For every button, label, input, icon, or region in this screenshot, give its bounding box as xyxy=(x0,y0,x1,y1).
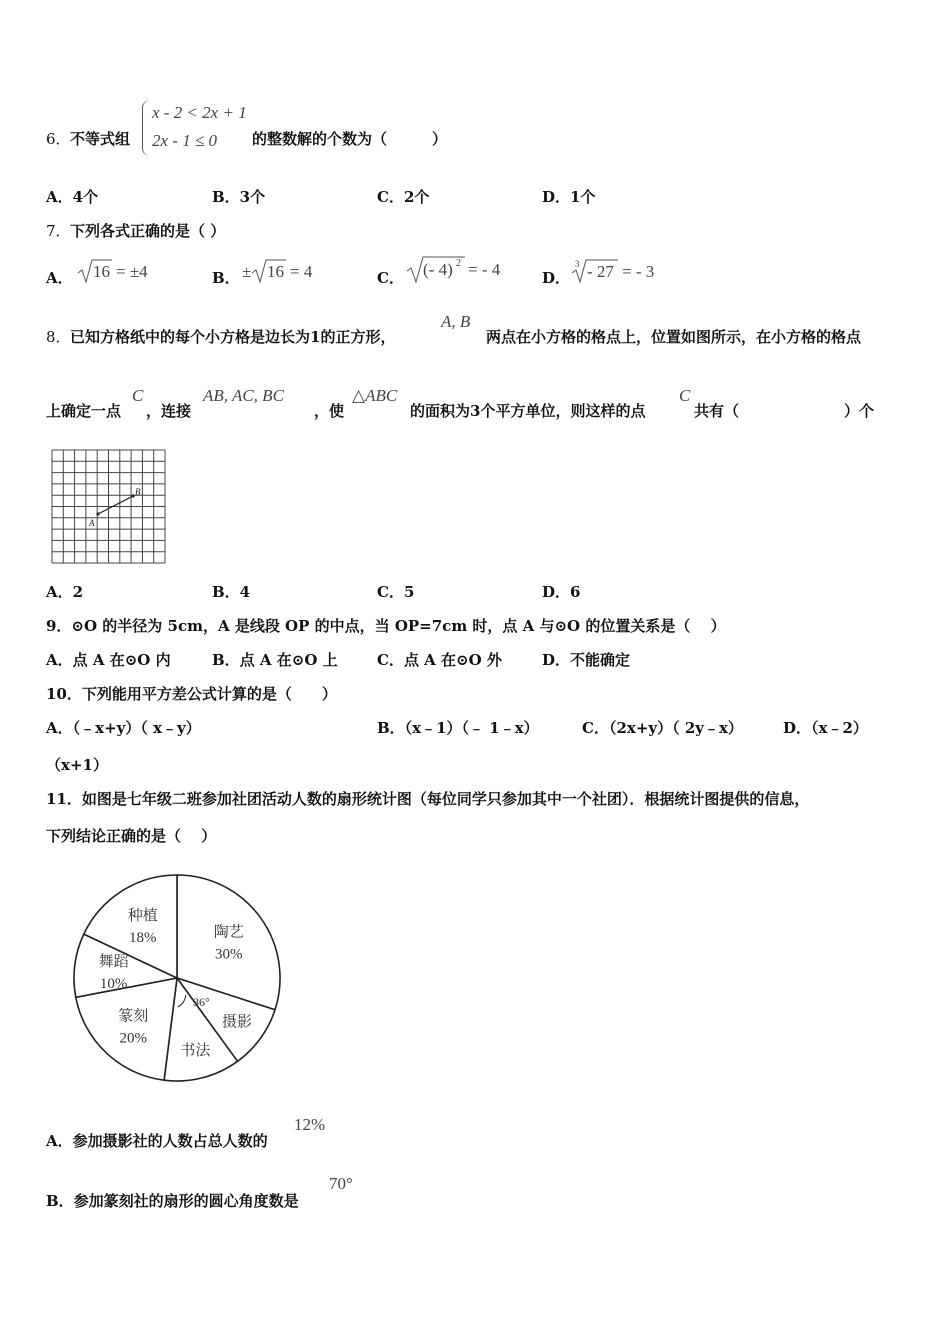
grid-label-a: A xyxy=(89,518,95,528)
q8-triangle: △ABC xyxy=(352,386,398,405)
q6-tail: 的整数解的个数为（ ） xyxy=(252,130,448,148)
q7-c-exponent: 2 xyxy=(456,258,461,269)
q8-number: 8． xyxy=(46,328,71,346)
q8-line2d: 的面积为3个平方单位，则这样的点 xyxy=(410,402,646,420)
segment-ab xyxy=(98,496,133,514)
q6-inequality-2: 2x - 1 ≤ 0 xyxy=(152,131,218,150)
q7-option-b-expr xyxy=(240,256,330,286)
q7-a-radicand: 16 xyxy=(93,262,110,281)
q11-option-a: A．参加摄影社的人数占总人数的 xyxy=(46,1132,268,1150)
q7-b-radicand: 16 xyxy=(267,262,284,281)
q7-option-d-expr xyxy=(570,256,670,286)
q9-stem: 9．⊙O 的半径为 5cm，A 是线段 OP 的中点，当 OP=7cm 时，点 A 与⊙O 的位置关系是（ ） xyxy=(46,617,726,635)
pie-label-name-3: 篆刻 xyxy=(118,1008,149,1025)
q8-point-c: C xyxy=(132,386,144,405)
q7-label-d: D． xyxy=(542,269,571,287)
q11-line1: 11．如图是七年级二班参加社团活动人数的扇形统计图（每位同学只参加其中一个社团）．根据统计图提供的信息， xyxy=(46,790,810,808)
q7-d-radicand: - 27 xyxy=(587,262,614,281)
q6-inequality-1: x - 2 < 2x + 1 xyxy=(152,103,247,122)
q7-label-b: B． xyxy=(212,269,240,287)
pie-label-value-5: 18% xyxy=(129,930,157,947)
q8-point-c2: C xyxy=(679,386,691,405)
q7-b-pm: ± xyxy=(242,262,252,281)
q9-option-b: B．点 A 在⊙O 上 xyxy=(212,651,338,669)
q7-label-a: A． xyxy=(46,269,73,287)
q7-label-c: C． xyxy=(377,269,404,287)
q10-option-a: A．（﹣x+y）（ x﹣y） xyxy=(46,719,201,737)
point-a xyxy=(96,512,99,515)
q7-a-rest: = ±4 xyxy=(116,262,148,281)
q10-option-d: D．（x﹣2） xyxy=(783,719,868,737)
grid-label-b: B xyxy=(135,487,141,497)
q11-option-b-value: 70° xyxy=(329,1174,353,1193)
q8-line1b: 两点在小方格的格点上，位置如图所示，在小方格的格点 xyxy=(486,328,862,346)
q7-d-index: 3 xyxy=(575,259,580,269)
q7-option-a-expr xyxy=(76,256,166,286)
q6-option-b: B．3个 xyxy=(212,188,266,206)
q8-line2b: ，连接 xyxy=(146,402,192,420)
q8-option-b: B．4 xyxy=(212,583,251,601)
pie-label-value-0: 30% xyxy=(214,946,243,963)
q9-option-d: D．不能确定 xyxy=(542,651,631,669)
q10-option-b: B．（x﹣1）（﹣ 1﹣x） xyxy=(377,719,539,737)
pie-label-name-0: 陶艺 xyxy=(213,924,244,941)
q6-stem: 不等式组 xyxy=(70,130,131,148)
q8-option-d: D．6 xyxy=(542,583,581,601)
pie-label-value-4: 10% xyxy=(99,976,128,992)
q7-stem: 下列各式正确的是（ ） xyxy=(70,222,226,240)
q8-line2c: ，使 xyxy=(314,402,345,420)
pie-label-value-3: 20% xyxy=(119,1030,148,1047)
q9-option-a: A．点 A 在⊙O 内 xyxy=(46,651,171,669)
q6-option-a: A．4个 xyxy=(46,188,99,206)
q7-c-radicand: (- 4) xyxy=(423,260,453,279)
q8-line2a: 上确定一点 xyxy=(46,402,122,420)
q8-points-ab: A, B xyxy=(441,312,471,331)
q6-number: 6． xyxy=(46,130,71,148)
q10-option-d-cont: （x+1） xyxy=(46,756,108,774)
q10-option-c: C．（2x+y）（ 2y﹣x） xyxy=(582,719,743,737)
q8-option-a: A．2 xyxy=(46,583,84,601)
pie-label-name-4: 舞蹈 xyxy=(98,954,129,970)
q8-grid-figure xyxy=(50,448,168,564)
q6-option-d: D．1个 xyxy=(542,188,596,206)
q10-stem: 10．下列能用平方差公式计算的是（ ） xyxy=(46,685,337,703)
pie-label-name-1: 摄影 xyxy=(221,1014,253,1031)
q8-segments: AB, AC, BC xyxy=(203,386,284,405)
q9-option-c: C．点 A 在⊙O 外 xyxy=(377,651,502,669)
q7-c-rest: = - 4 xyxy=(468,260,501,279)
q11-line2: 下列结论正确的是（ ） xyxy=(46,827,217,845)
q11-option-b: B．参加篆刻社的扇形的圆心角度数是 xyxy=(46,1192,299,1210)
q6-option-c: C．2个 xyxy=(377,188,430,206)
q8-line1a: 已知方格纸中的每个小方格是边长为1的正方形， xyxy=(70,328,396,346)
pie-label-name-2: 书法 xyxy=(180,1042,211,1059)
q7-d-rest: = - 3 xyxy=(622,262,655,281)
q7-b-rest: = 4 xyxy=(290,262,313,281)
q11-option-a-value: 12% xyxy=(294,1115,326,1134)
q8-line2e: 共有（ ）个 xyxy=(694,402,875,420)
pie-label-name-5: 种植 xyxy=(127,908,158,925)
q11-pie-chart xyxy=(68,866,288,1090)
q7-option-c-expr xyxy=(405,252,515,286)
q8-option-c: C．5 xyxy=(377,583,415,601)
angle-label: 36° xyxy=(193,995,210,1009)
q7-number: 7． xyxy=(46,222,71,240)
